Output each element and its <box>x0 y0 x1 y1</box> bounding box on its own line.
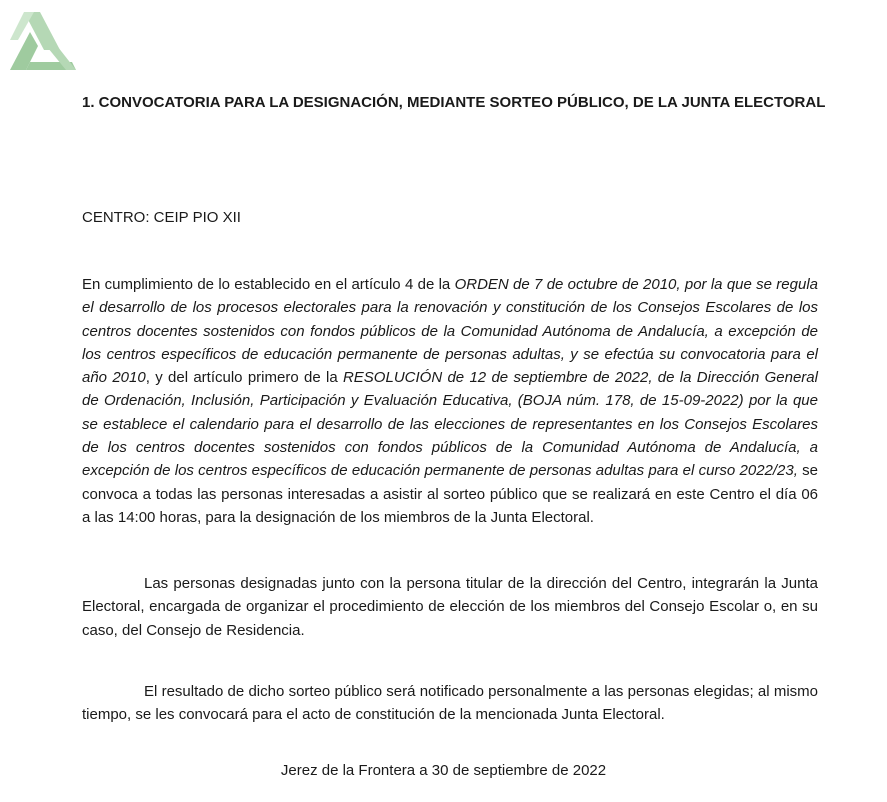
paragraph-text: se convoca a todas las personas interesadas a asistir al sorteo público que se realizará en este Centro el día 06 a las 14:00 horas, para la designación de los miembros de la Junta Electoral. <box>82 462 819 526</box>
signature-date: Jerez de la Frontera a 30 de septiembre de 2022 <box>280 762 607 779</box>
paragraph-junta-electoral: Las personas designadas junto con la persona titular de la dirección del Centro, integrarán la Junta Electoral, encargada de organizar el procedimiento de elección de los miembros del Consejo Escolar o, en su caso, del Consejo de Residencia. <box>82 575 818 639</box>
paragraph-convocatoria <box>82 273 818 529</box>
resolucion-reference: RESOLUCIÓN de 12 de septiembre de 2022, de la Dirección General de Ordenación, Inclusión, Participación y Evaluación Educativa, (BOJA núm. 178, de 15-09-2022) por la que se establece el calendario para el desarrollo de las elecciones de representantes en los Consejos Escolares de los centros docentes sostenidos con fondos públicos de la Comunidad Autónoma de Andalucía, a excepción de los centros específicos de educación permanente de personas adultas para el curso 2022/23, <box>82 369 818 480</box>
junta-andalucia-logo-icon <box>10 12 78 72</box>
paragraph-resultado: El resultado de dicho sorteo público será notificado personalmente a las personas elegidas; al mismo tiempo, se les convocará para el acto de constitución de la mencionada Junta Electoral. <box>82 683 818 724</box>
page-title: 1. CONVOCATORIA PARA LA DESIGNACIÓN, MEDIANTE SORTEO PÚBLICO, DE LA JUNTA ELECTORAL <box>82 94 826 111</box>
paragraph-text: , y del artículo primero de la <box>145 369 343 387</box>
orden-reference: ORDEN de 7 de octubre de 2010, por la que se regula el desarrollo de los procesos electorales para la renovación y constitución de los Consejos Escolares de los centros docentes sostenidos con fondos públicos de la Comunidad Autónoma de Andalucía, a excepción de los centros específicos de educación permanente de personas adultas, y se efectúa su convocatoria para el año 2010 <box>82 276 818 387</box>
centro-label: CENTRO: CEIP PIO XII <box>82 209 241 226</box>
paragraph-text: En cumplimiento de lo establecido en el artículo 4 de la <box>82 276 455 293</box>
